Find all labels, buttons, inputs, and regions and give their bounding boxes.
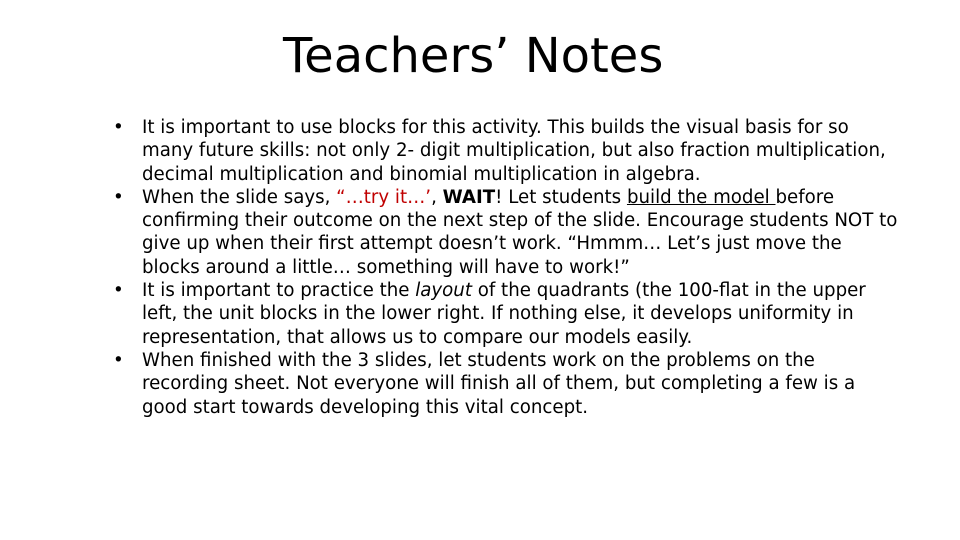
bullet-icon: • <box>113 280 124 302</box>
layout-emphasis: layout <box>415 280 472 302</box>
bullet-icon: • <box>113 117 124 138</box>
build-model-emphasis: build the model <box>626 186 776 208</box>
slide-title: Teachers’ Notes <box>283 28 664 84</box>
wait-emphasis: WAIT <box>442 186 496 208</box>
note-text: ! Let students <box>495 186 627 208</box>
bullet-icon: • <box>113 186 124 208</box>
note-item-3 <box>113 279 903 349</box>
note-text: When finished with the 3 slides, let students work on the problems on the recording sheet. Not everyone will finish all of them, but completing a few is a good start towards developing this vital concept. <box>142 349 856 418</box>
notes-list <box>113 116 903 419</box>
bullet-icon: • <box>113 349 124 371</box>
note-text: before confirming their outcome on the next step of the slide. Encourage students NOT to give up when their first attempt doesn’t work. “Hmmm… Let’s just move the blocks around a little… something will have to work!” <box>142 186 898 278</box>
note-text: , <box>431 186 443 208</box>
try-it-quote: “…try it…’ <box>336 186 432 208</box>
note-text: It is important to practice the <box>142 280 416 302</box>
note-text: of the quadrants (the 100-flat in the upper left, the unit blocks in the lower right. If nothing else, it develops uniformity in representation, that allows us to compare our models easily. <box>142 280 866 348</box>
note-text: It is important to use blocks for this activity. This builds the visual basis for so many future skills: not only 2- digit multiplication, but also fraction multiplication, decimal multiplication and binomial multiplication in algebra. <box>142 117 886 185</box>
note-text: When the slide says, <box>142 186 337 208</box>
note-item-2 <box>113 186 903 279</box>
note-item-1 <box>113 116 903 186</box>
note-item-4 <box>113 349 903 419</box>
